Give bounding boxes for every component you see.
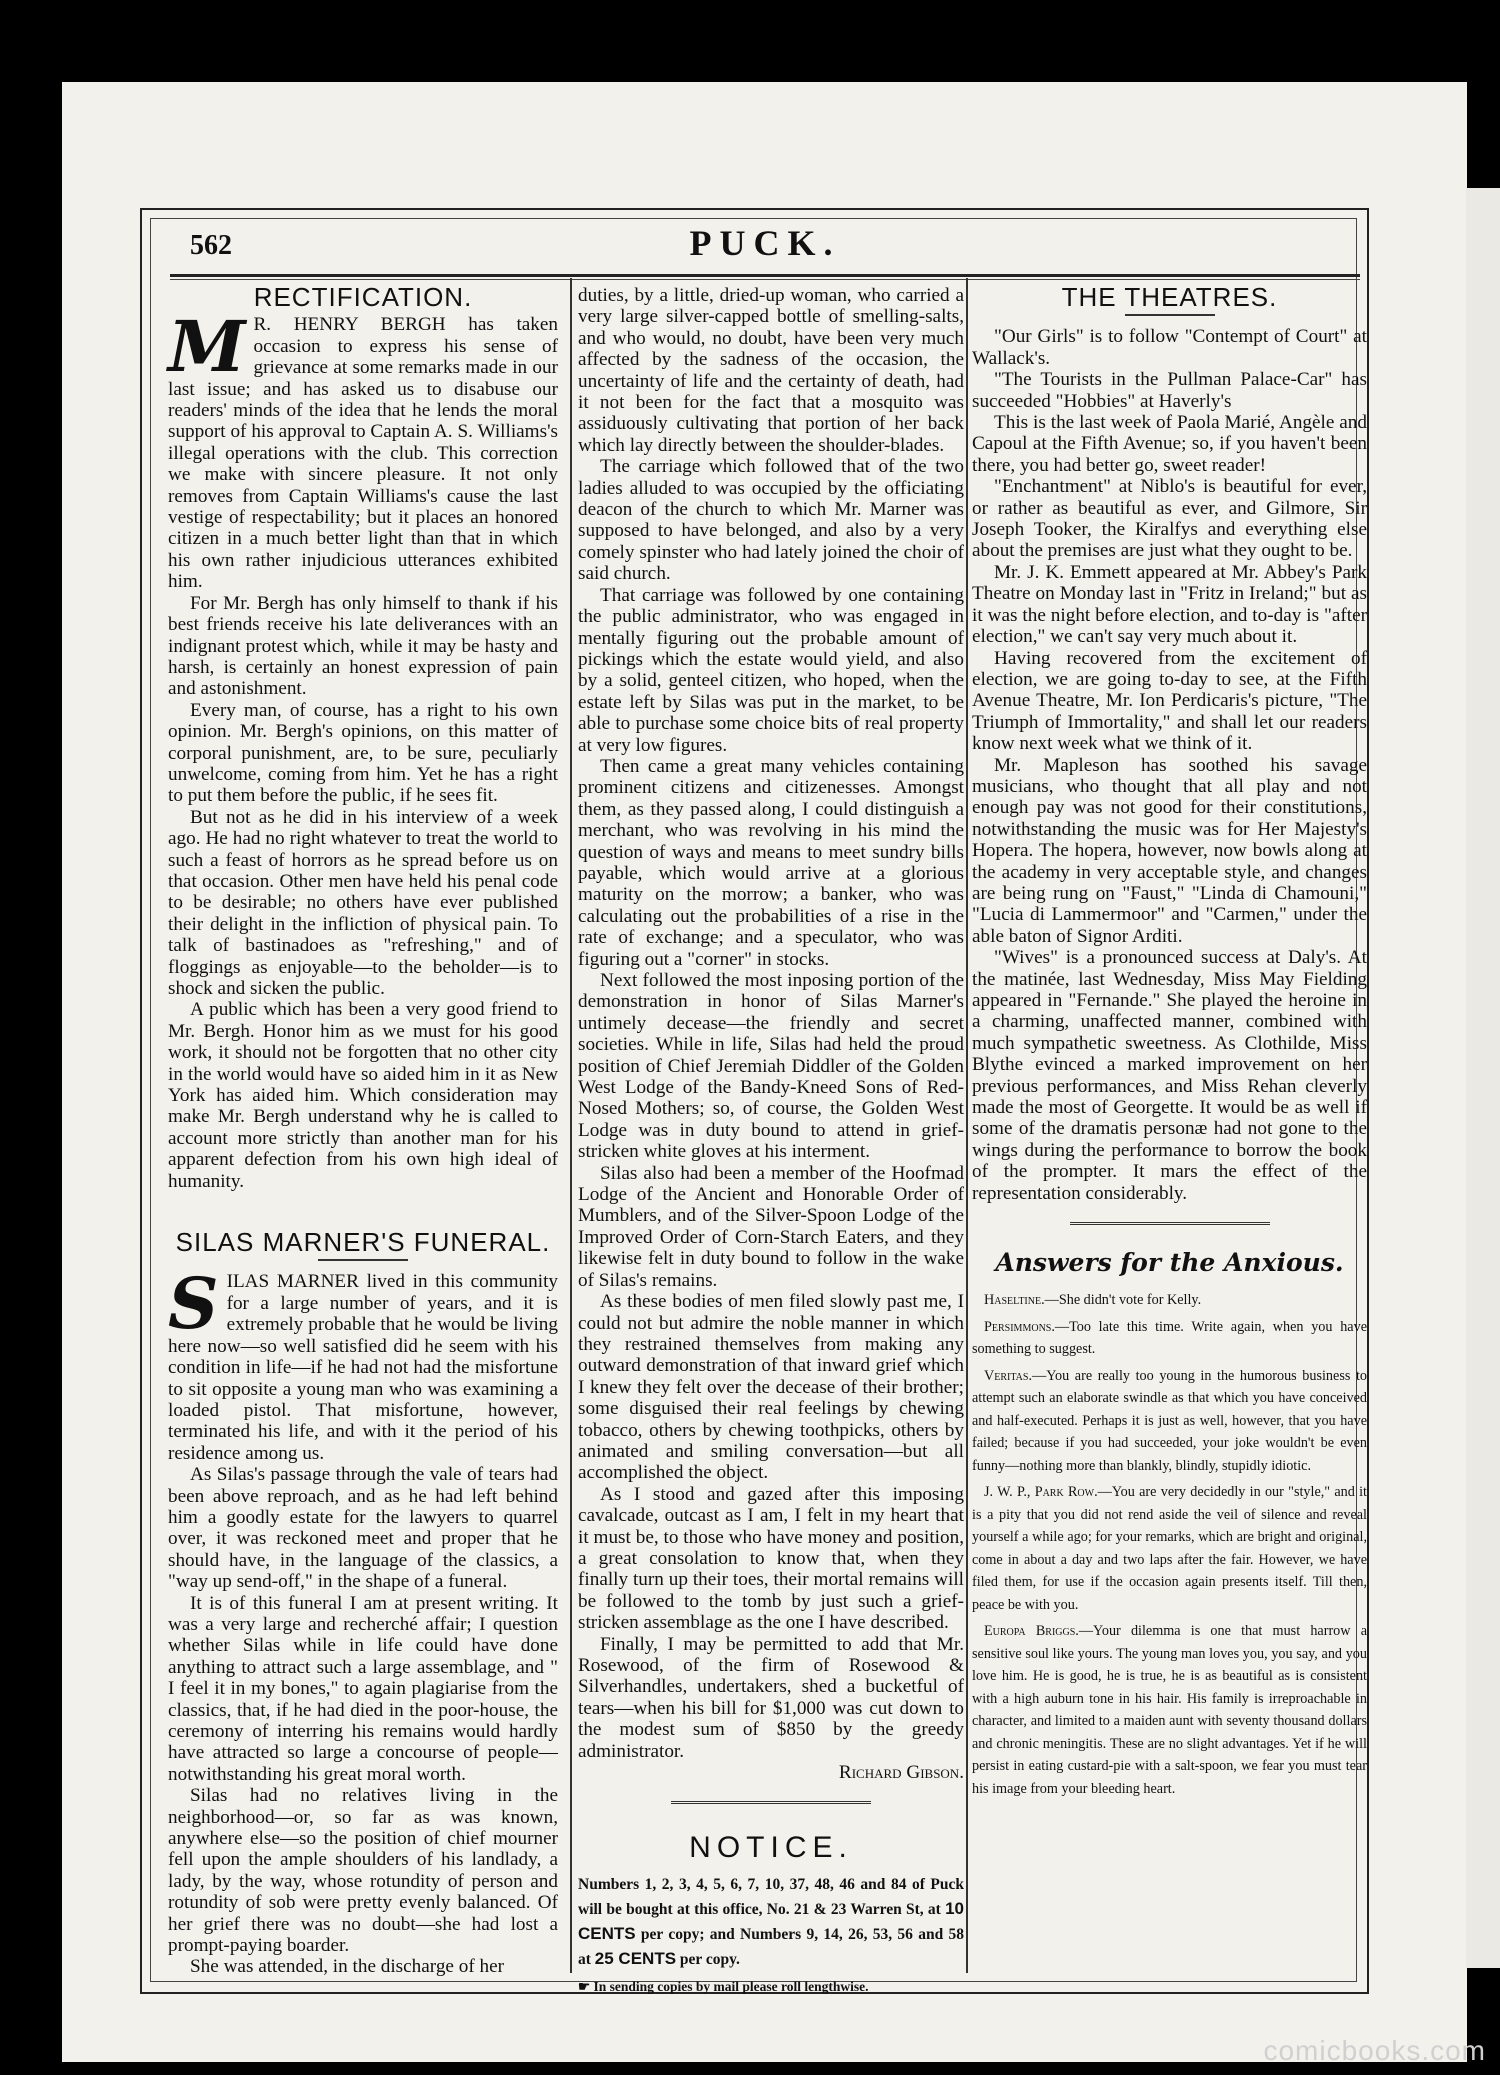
rectification-para-4: But not as he did in his interview of a week ago. He had no right whatever to treat the world to such a feast of horrors as he spread before us on that occasion. Other men have held his penal code to be desirable; no others have ever published their delight in the infliction of physical pain. To talk of bastinadoes as "refreshing," and of floggings as enjoyable—to the beholder—is to shock and sicken the public. [168, 806, 558, 999]
answer-item: Europa Briggs.—Your dilemma is one that must harrow a sensitive soul like yours. The young man loves you, you say, and you love him. He is good, he is true, he is as beautiful as is consistent with a high auburn tone in his hair. His family is irreproachable in character, and limited to a maiden aunt with seventy thousand dollars and chronic meningitis. These are no slight advantages. Yet if he will persist in eating custard-pie with a salt-spoon, we fear you must tear his image from your bleeding heart. [972, 1623, 1367, 1797]
title-rule [318, 1259, 408, 1261]
answers-list [972, 1289, 1367, 1800]
watermark: comicbooks.com [1263, 2035, 1486, 2066]
page-header [170, 222, 1360, 270]
dropcap-s: S [168, 1262, 219, 1346]
silas-para-5: She was attended, in the discharge of her [190, 1956, 505, 1978]
silas-para-3: It is of this funeral I am at present writing. It was a very large and recherché affair; I question whether Silas while in life could have done anything to attract such a large assemblage, and " I feel it in my bones," to again plagiarise from the classics, that, if he had died in the poor-house, the ceremony of interring his remains would hardly have attracted so large a concourse of people—notwithstanding his great moral worth. [168, 1592, 558, 1785]
rectification-para-5: A public which has been a very good friend to Mr. Bergh. Honor him as we must for his good work, it should not be forgotten that no other city in the world would have so aided him in it as New York has aided him. Which consideration may make Mr. Bergh understand why he is called to account more strictly than another man for his apparent defection from his own high ideal of humanity. [168, 999, 558, 1192]
masthead: PUCK. [689, 223, 841, 263]
theatres-para-6: Having recovered from the excitement of election, we are going to-day to see, at the Fifth Avenue Theatre, Mr. Ion Perdicaris's picture, "The Triumph of Immortality," and shall let our readers know next week what we think of it. [972, 647, 1367, 755]
theatres-para-5: Mr. J. K. Emmett appeared at Mr. Abbey's Park Theatre on Monday last in "Fritz in Ireland;" but as it was the night before election, and to-day is "after election," we can't say very much about it. [972, 561, 1367, 648]
notice-title: NOTICE. [689, 1831, 853, 1865]
signature: Richard Gibson. [838, 1762, 964, 1784]
rectification-para-2: For Mr. Bergh has only himself to thank if his best friends receive his late deliverances with an indignant protest which, while it may be hasty and harsh, is certainly an honest expression of pain and astonishment. [168, 592, 558, 700]
theatres-para-2: "The Tourists in the Pullman Palace-Car" has succeeded "Hobbies" at Haverly's [972, 369, 1367, 412]
column-3 [972, 282, 1368, 1804]
silas-para-4: Silas had no relatives living in the neighborhood—or, so far as was known, anywhere else—so the position of chief mourner fell upon the ample shoulders of his landlady, a lady, by the way, whose rotundity of person and rotundity of sob were pretty evenly balanced. Of her grief there was no doubt—she had lost a prompt-paying boarder. [168, 1785, 558, 1957]
scan-top-border [0, 0, 1500, 82]
answer-item: Haseltine.—She didn't vote for Kelly. [984, 1292, 1202, 1309]
silas-title: SILAS MARNER'S FUNERAL. [175, 1227, 551, 1258]
notice-line-3: per copy. [679, 1950, 740, 1968]
silas-cont-1: duties, by a little, dried-up woman, who carried a very large silver-capped bottle of smelling-salts, and who would, no doubt, have been very much affected by the sadness of the occasion, the uncertainty of life and the certainty of death, had it not been for the fact that a mosquito was assiduously cultivating that portion of her back which lay directly between the shoulder-blades. [578, 285, 964, 456]
theatres-para-3: This is the last week of Paola Marié, Angèle and Capoul at the Fifth Avenue; so, if you haven't been there, you had better go, sweet reader! [972, 412, 1367, 476]
silas-cont-9: Finally, I may be permitted to add that Mr. Rosewood, of the firm of Rosewood & Silverhandles, undertakers, shed a bucketful of tears—when his bill for $1,000 was cut down to the modest sum of $850 by the greedy administrator. [578, 1633, 964, 1762]
answer-item: Persimmons.—Too late this time. Write again, when you have something to suggest. [972, 1318, 1367, 1358]
header-rule [170, 274, 1360, 277]
theatres-para-7: Mr. Mapleson has soothed his savage musicians, who thought that all play and not enough pay was not good for their constitutions, notwithstanding the music was for Her Majesty's Hopera. The hopera, however, now bowls along at the academy in very acceptable style, and changes are being rung on "Faust," "Linda di Chamouni," "Lucia di Lammermoor" and "Carmen," under the able baton of Signor Arditi. [972, 754, 1367, 947]
rectification-title: RECTIFICATION. [253, 282, 473, 312]
notice-price-2: 25 CENTS [594, 1948, 677, 1968]
rectification-para-1: M R. HENRY BERGH has taken occasion to express his sense of grievance at some remarks made in our last issue; and has asked us to disabuse our readers' minds of the idea that he lends the moral support of his approval to Captain A. S. Williams's illegal operations with the club. This correction we make with sincere pleasure. It not only removes from Captain Williams's cause the last vestige of respectability; but it places an honored citizen in a much better light than that in which his own rather injudicious utterances exhibited him. [168, 305, 558, 593]
notice-line-2: per copy; and Numbers 9, 14, 26, 53, 56 and 58 at [578, 1925, 964, 1968]
silas-cont-3: That carriage was followed by one containing the public administrator, who was engaged in mentally figuring out the probable amount of pickings which the estate would yield, and also by a solid, genteel citizen, who hoped, when the estate left by Silas was put in the market, to be able to purchase some choice bits of real property at very low figures. [578, 584, 964, 756]
section-rule [671, 1801, 871, 1807]
silas-cont-4: Then came a great many vehicles containing prominent citizens and citizenesses. Amongst them, as they passed along, I could distinguish a merchant, who was revolving in his mind the question of ways and means to meet sundry bills payable, which would arrive at a glorious maturity on the morrow; a banker, who was calculating out the probabilities of a rise in the rate of exchange; and a speculator, who was figuring out a "corner" in stocks. [578, 755, 964, 970]
silas-cont-8: As I stood and gazed after this imposing cavalcade, outcast as I am, I felt in my heart that it must be, to those who have money and position, a great consolation to know that, when they finally turn up their toes, their mortal remains will be followed to the tomb by just such a grief-stricken assemblage as the one I have described. [578, 1483, 964, 1634]
column-divider-2 [966, 278, 968, 1973]
answer-item: J. W. P., Park Row.—You are very decidedly in our "style," and it is a pity that you did not rend aside the veil of silence and reveal yourself a while ago; for your remarks, which are bright and original, come in about a day and two laps after the fair. However, we have filed them, for use if the occasion again presents itself. Till then, peace be with you. [972, 1484, 1368, 1613]
silas-cont-6: Silas also had been a member of the Hoofmad Lodge of the Ancient and Honorable Order of Mumblers, and of the Silver-Spoon Lodge of the Improved Order of Corn-Starch Eaters, and they likewise felt in duty bound to follow in the wake of Silas's remains. [578, 1162, 964, 1291]
next-page-edge [1466, 188, 1500, 1968]
silas-cont-5: Next followed the most inposing portion of the demonstration in honor of Silas Marner's untimely decease—the friendly and secret societies. While in life, Silas had held the proud position of Chief Jeremiah Diddler of the Golden West Lodge of the Bandy-Kneed Sons of Red-Nosed Mothers; so, of course, the Golden West Lodge was in duty bound to attend in grief-stricken white gloves at his interment. [578, 970, 964, 1163]
column-divider-1 [570, 278, 572, 1973]
silas-para-2: As Silas's passage through the vale of tears had been above reproach, and as he had left behind him a goodly estate for the lawyers to quarrel over, it was reckoned meet and proper that he should have, in the language of the classics, a "way up send-off," in the shape of a funeral. [168, 1464, 558, 1593]
notice-price-1: 10 CENTS [578, 1898, 965, 1943]
column-2 [578, 285, 964, 1997]
header-rule-thin [170, 279, 1360, 280]
theatres-para-1: "Our Girls" is to follow "Contempt of Court" at Wallack's. [972, 326, 1367, 369]
theatres-para-4: "Enchantment" at Niblo's is beautiful for ever, or rather as beautiful as ever, and Gilmore, Sir Joseph Tooker, the Kiralfys and everything else about the premises are just what they ought to be. [972, 476, 1367, 562]
silas-para-1: SILAS MARNER lived in this community for a large number of years, and it is extremely probable that he would be living here now—so well satisfied did he seem with his condition in life—if he had not had the misfortune to sit opposite a young man who was examining a loaded pistol. That misfortune, however, terminated his life, and with it the period of his residence among us. [168, 1262, 558, 1464]
column-1 [168, 282, 558, 1978]
notice-body [578, 1873, 964, 1972]
title-rule [1125, 314, 1215, 316]
theatres-para-8: "Wives" is a pronounced success at Daly's. At the matinée, last Wednesday, Miss May Fielding appeared in "Fernande." She played the heroine in a charming, unaffected manner, combined with much sympathetic sweetness. As Clothilde, Miss Blythe evinced a marked improvement on her previous performances, and Miss Rehan cleverly made the most of Georgette. It would be as well if some of the dramatis personæ had not gone to the wings during the performance to borrow the book of the prompter. It mars the effect of the representation considerably. [972, 947, 1367, 1204]
answers-title: Answers for the Anxious. [995, 1248, 1344, 1278]
section-rule [1070, 1222, 1270, 1228]
answer-item: Veritas.—You are really too young in the humorous business to attempt such an elaborate swindle as that which you have conceived and half-executed. Perhaps it is just as well, however, that you have failed; because if you had succeeded, your joke wouldn't be even funny—nothing more than blankly, blindly, stupidly idiotic. [972, 1367, 1367, 1474]
notice-footnote: ☛ In sending copies by mail please roll lengthwise. [578, 1978, 869, 1994]
rectification-para-3: Every man, of course, has a right to his own opinion. Mr. Bergh's opinions, on this matter of corporal punishment, are, to be sure, peculiarly unwelcome, coming from him. Yet he has a right to put them before the public, if he sees fit. [168, 699, 558, 807]
silas-cont-2: The carriage which followed that of the two ladies alluded to was occupied by the officiating deacon of the church to which Mr. Marner was supposed to have belonged, and also by a very comely spinster who had lately joined the choir of said church. [578, 456, 964, 585]
dropcap-m: M [168, 305, 246, 389]
silas-cont-7: As these bodies of men filed slowly past me, I could not but admire the noble manner in which they restrained themselves from making any outward demonstration of that inward grief which I knew they felt over the decease of their brother; some disguised their real feelings by chewing tobacco, others by chewing toothpicks, others by animated and smiling conversation—but all accomplished the object. [578, 1291, 964, 1484]
notice-line-1: Numbers 1, 2, 3, 4, 5, 6, 7, 10, 37, 48, 46 and 84 of Puck will be bought at this office, No. 21 & 23 Warren St, at [578, 1875, 964, 1918]
theatres-title: THE THEATRES. [1061, 282, 1278, 312]
page-number: 562 [190, 230, 232, 261]
